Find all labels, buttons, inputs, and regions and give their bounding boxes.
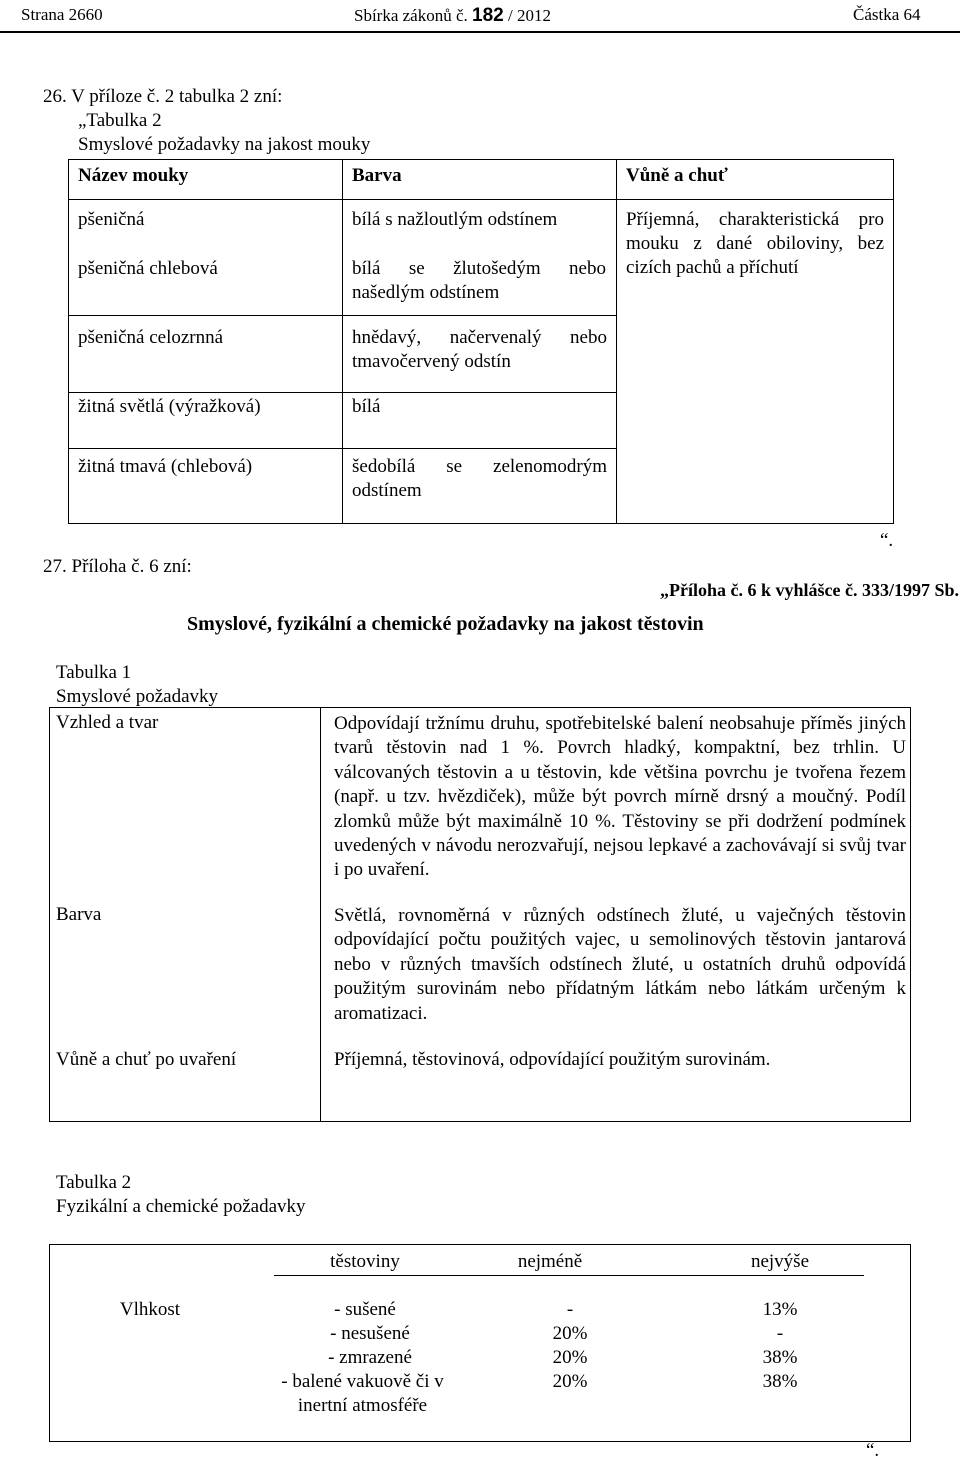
phys-table-title: Fyzikální a chemické požadavky <box>56 1196 306 1217</box>
phys-type: - sušené <box>334 1299 396 1320</box>
phys-col-header: těstoviny <box>330 1251 400 1272</box>
senses-table-title: Smyslové požadavky <box>56 686 219 707</box>
senses-table-label: Tabulka 1 <box>56 662 132 683</box>
item27-intro: 27. Příloha č. 6 zní: <box>43 556 192 577</box>
phys-closing-quote: “. <box>866 1440 880 1461</box>
col-header-smell: Vůně a chuť <box>617 160 894 200</box>
item26-intro: 26. V příloze č. 2 tabulka 2 zní: <box>43 86 283 107</box>
senses-text: Příjemná, těstovinová, odpovídající použitým surovinám. <box>334 1049 771 1070</box>
phys-table-label: Tabulka 2 <box>56 1172 132 1193</box>
flour-color: bílá <box>343 392 616 448</box>
collection-year: / 2012 <box>507 6 551 25</box>
flour-name: pšeničná chlebová <box>78 258 218 279</box>
phys-row-label: Vlhkost <box>119 1299 181 1320</box>
phys-max: 38% <box>762 1371 798 1392</box>
flour-color: bílá se žlutošedým nebo našedlým odstínem <box>352 258 606 303</box>
phys-col-header: nejméně <box>517 1251 583 1272</box>
phys-min: 20% <box>552 1323 588 1344</box>
flour-names-cell <box>69 200 343 524</box>
flour-colors-cell <box>343 200 617 524</box>
flour-smell-cell <box>617 200 894 524</box>
collection-title <box>354 5 551 27</box>
phys-max: - <box>776 1323 784 1344</box>
phys-min: 20% <box>552 1371 588 1392</box>
senses-text: Světlá, rovnoměrná v různých odstínech žluté, u vaječných těstovin odpovídající počtu použitých vajec, u semolinových těstovin jantarová nebo v různých tmavších odstínech žluté, u ostatních druhů odpovídá použitým surovinám nebo přídatným látkám nebo látkám určeným k aromatizaci. <box>334 905 906 1024</box>
phys-col-header: nejvýše <box>750 1251 810 1272</box>
senses-label: Vůně a chuť po uvaření <box>56 1049 237 1070</box>
phys-header-rule <box>274 1275 864 1276</box>
phys-max: 13% <box>762 1299 798 1320</box>
flour-requirements-table <box>68 159 894 524</box>
collection-number: 182 <box>472 5 504 26</box>
phys-max: 38% <box>762 1347 798 1368</box>
flour-name: pšeničná <box>78 209 145 230</box>
phys-min: - <box>566 1299 574 1320</box>
senses-table <box>49 707 911 1122</box>
phys-type: - nesušené <box>330 1323 410 1344</box>
flour-color: bílá s nažloutlým odstínem <box>352 209 558 230</box>
part-number: Částka 64 <box>853 5 921 24</box>
senses-label: Vzhled a tvar <box>56 712 159 733</box>
flour-color: šedobílá se zelenomodrým odstínem <box>343 448 616 523</box>
phys-min: 20% <box>552 1347 588 1368</box>
flour-name: žitná světlá (výražková) <box>69 392 342 448</box>
flour-smell-taste: Příjemná, charakteristická pro mouku z dané obiloviny, bez cizích pachů a příchutí <box>626 209 884 278</box>
collection-label: Sbírka zákonů č. <box>354 6 468 25</box>
page-number: Strana 2660 <box>21 5 103 24</box>
item26-table-title: Smyslové požadavky na jakost mouky <box>78 134 371 155</box>
senses-text: Odpovídají tržnímu druhu, spotřebitelské balení neobsahuje příměs jiných tvarů těstovin nad 1 %. Povrch hladký, kompaktní, bez trhlin. U válcovaných těstovin a u těstovin, kde většina povrchu je tvořena řezem (např. u tzv. hvězdiček), může být povrch mírně drsný a moučný. Podíl zlomků může být maximálně 10 %. Těstoviny se při dodržení podmínek uvedených v návodu nerozvařují, nejsou lepkavé a zachovávají si svůj tvar i po uvaření. <box>334 713 906 881</box>
annex-reference: „Příloha č. 6 k vyhlášce č. 333/1997 Sb. <box>660 580 960 600</box>
item26-closing-quote: “. <box>880 530 894 551</box>
phys-chem-table <box>49 1244 911 1442</box>
col-header-color: Barva <box>343 160 617 200</box>
senses-label: Barva <box>56 904 102 925</box>
annex-heading: Smyslové, fyzikální a chemické požadavky na jakost těstovin <box>187 613 704 635</box>
flour-color: hnědavý, načervenalý nebo tmavočervený odstín <box>343 315 616 392</box>
phys-type: - balené vakuově či v inertní atmosféře <box>281 1371 444 1416</box>
flour-name: žitná tmavá (chlebová) <box>69 448 342 523</box>
item26-table-label: „Tabulka 2 <box>78 110 162 131</box>
header-rule <box>0 31 960 33</box>
phys-type: - zmrazené <box>328 1347 412 1368</box>
col-header-name: Název mouky <box>69 160 343 200</box>
flour-name: pšeničná celozrnná <box>69 315 342 392</box>
